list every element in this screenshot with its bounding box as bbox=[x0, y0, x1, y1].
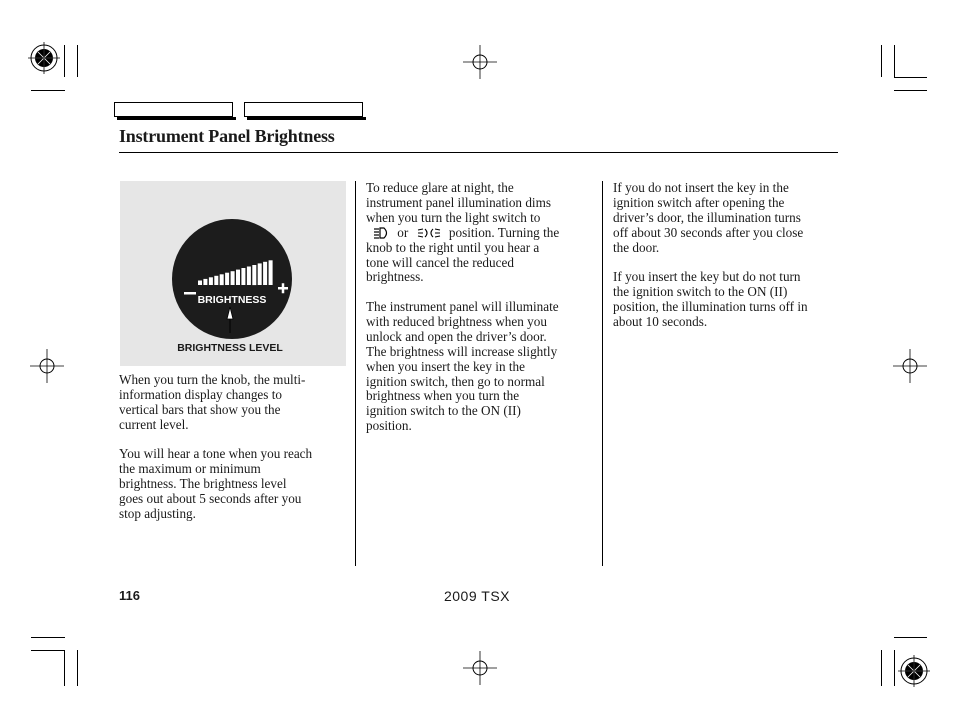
headlight-icon bbox=[366, 227, 390, 239]
text-line: ignition switch to the ON (II) bbox=[366, 403, 521, 419]
brightness-bar bbox=[258, 263, 262, 285]
brightness-bar bbox=[220, 274, 224, 285]
crosshair-icon bbox=[463, 651, 497, 685]
brightness-bar bbox=[241, 268, 245, 285]
text-line: If you insert the key but do not turn bbox=[613, 269, 801, 284]
brightness-bar bbox=[214, 276, 218, 285]
crosshair-icon bbox=[893, 349, 927, 383]
text-line: when you insert the key in the bbox=[366, 358, 525, 374]
text-line: the maximum or minimum bbox=[119, 460, 261, 476]
col3-paragraph-2 bbox=[613, 270, 808, 330]
text-line: position. bbox=[366, 418, 412, 434]
page-number: 116 bbox=[119, 588, 140, 603]
display-label: BRIGHTNESS bbox=[197, 294, 267, 306]
brightness-display-illustration bbox=[120, 181, 346, 366]
text-line: When you turn the knob, the multi- bbox=[119, 372, 306, 387]
column-divider bbox=[602, 181, 603, 566]
text-line: If you do not insert the key in the bbox=[613, 180, 789, 195]
registration-target-icon bbox=[898, 655, 930, 687]
text-line: You will hear a tone when you reach bbox=[119, 446, 313, 461]
brightness-bar bbox=[247, 267, 251, 286]
model-label: 2009 TSX bbox=[443, 588, 510, 604]
text-line: The instrument panel will illuminate bbox=[366, 299, 559, 314]
brightness-bar bbox=[203, 279, 207, 285]
text-line: position, the illumination turns off in bbox=[613, 298, 808, 314]
text-line: The brightness will increase slightly bbox=[366, 343, 558, 359]
brightness-bar bbox=[236, 270, 240, 285]
col1-paragraph-2 bbox=[119, 447, 312, 522]
col1-paragraph-1 bbox=[119, 373, 305, 433]
brightness-bar bbox=[231, 271, 235, 285]
brightness-bar bbox=[263, 262, 267, 285]
section-tab-box bbox=[114, 102, 233, 117]
text-line: stop adjusting. bbox=[119, 505, 196, 521]
text-line: driver’s door, the illumination turns bbox=[613, 209, 801, 225]
col3-paragraph-1 bbox=[613, 181, 803, 256]
title-rule bbox=[119, 152, 838, 153]
brightness-bar bbox=[209, 277, 213, 285]
text-line: goes out about 5 seconds after you bbox=[119, 490, 302, 506]
text-line: vertical bars that show you the bbox=[119, 401, 281, 417]
brightness-bar bbox=[252, 265, 256, 285]
brightness-bar bbox=[225, 273, 229, 285]
registration-target-icon bbox=[28, 42, 60, 74]
text-line: off about 30 seconds after you close bbox=[613, 224, 804, 240]
col2-paragraph-2 bbox=[366, 300, 559, 434]
page-title: Instrument Panel Brightness bbox=[119, 126, 335, 146]
text-line: brightness when you turn the bbox=[366, 388, 520, 404]
parking-light-icon bbox=[416, 227, 442, 239]
text-line: the door. bbox=[613, 239, 660, 255]
text-line: the ignition switch to the ON (II) bbox=[613, 283, 788, 299]
crosshair-icon bbox=[30, 349, 64, 383]
brightness-bar bbox=[269, 260, 273, 285]
figure-caption: BRIGHTNESS LEVEL bbox=[177, 342, 283, 354]
brightness-figure bbox=[120, 181, 346, 366]
text-line: brightness. The brightness level bbox=[119, 475, 287, 491]
minus-symbol-icon bbox=[184, 292, 196, 295]
col2-paragraph-1: To reduce glare at night, the instrument panel illumination dims when you turn the light switch to or position. Turning the knob to the right until you hear a tone will cancel the reduced brightness. bbox=[366, 180, 560, 285]
text-line: information display changes to bbox=[119, 386, 282, 402]
text-line: ignition switch, then go to normal bbox=[366, 373, 545, 389]
column-divider bbox=[355, 181, 356, 566]
text-line: current level. bbox=[119, 416, 189, 432]
text-line: ignition switch after opening the bbox=[613, 194, 785, 210]
brightness-bar bbox=[198, 281, 202, 286]
text-line: unlock and open the driver’s door. bbox=[366, 328, 547, 344]
crosshair-icon bbox=[463, 45, 497, 79]
text-line: with reduced brightness when you bbox=[366, 313, 547, 329]
section-tab-box bbox=[244, 102, 363, 117]
text-line: about 10 seconds. bbox=[613, 313, 708, 329]
